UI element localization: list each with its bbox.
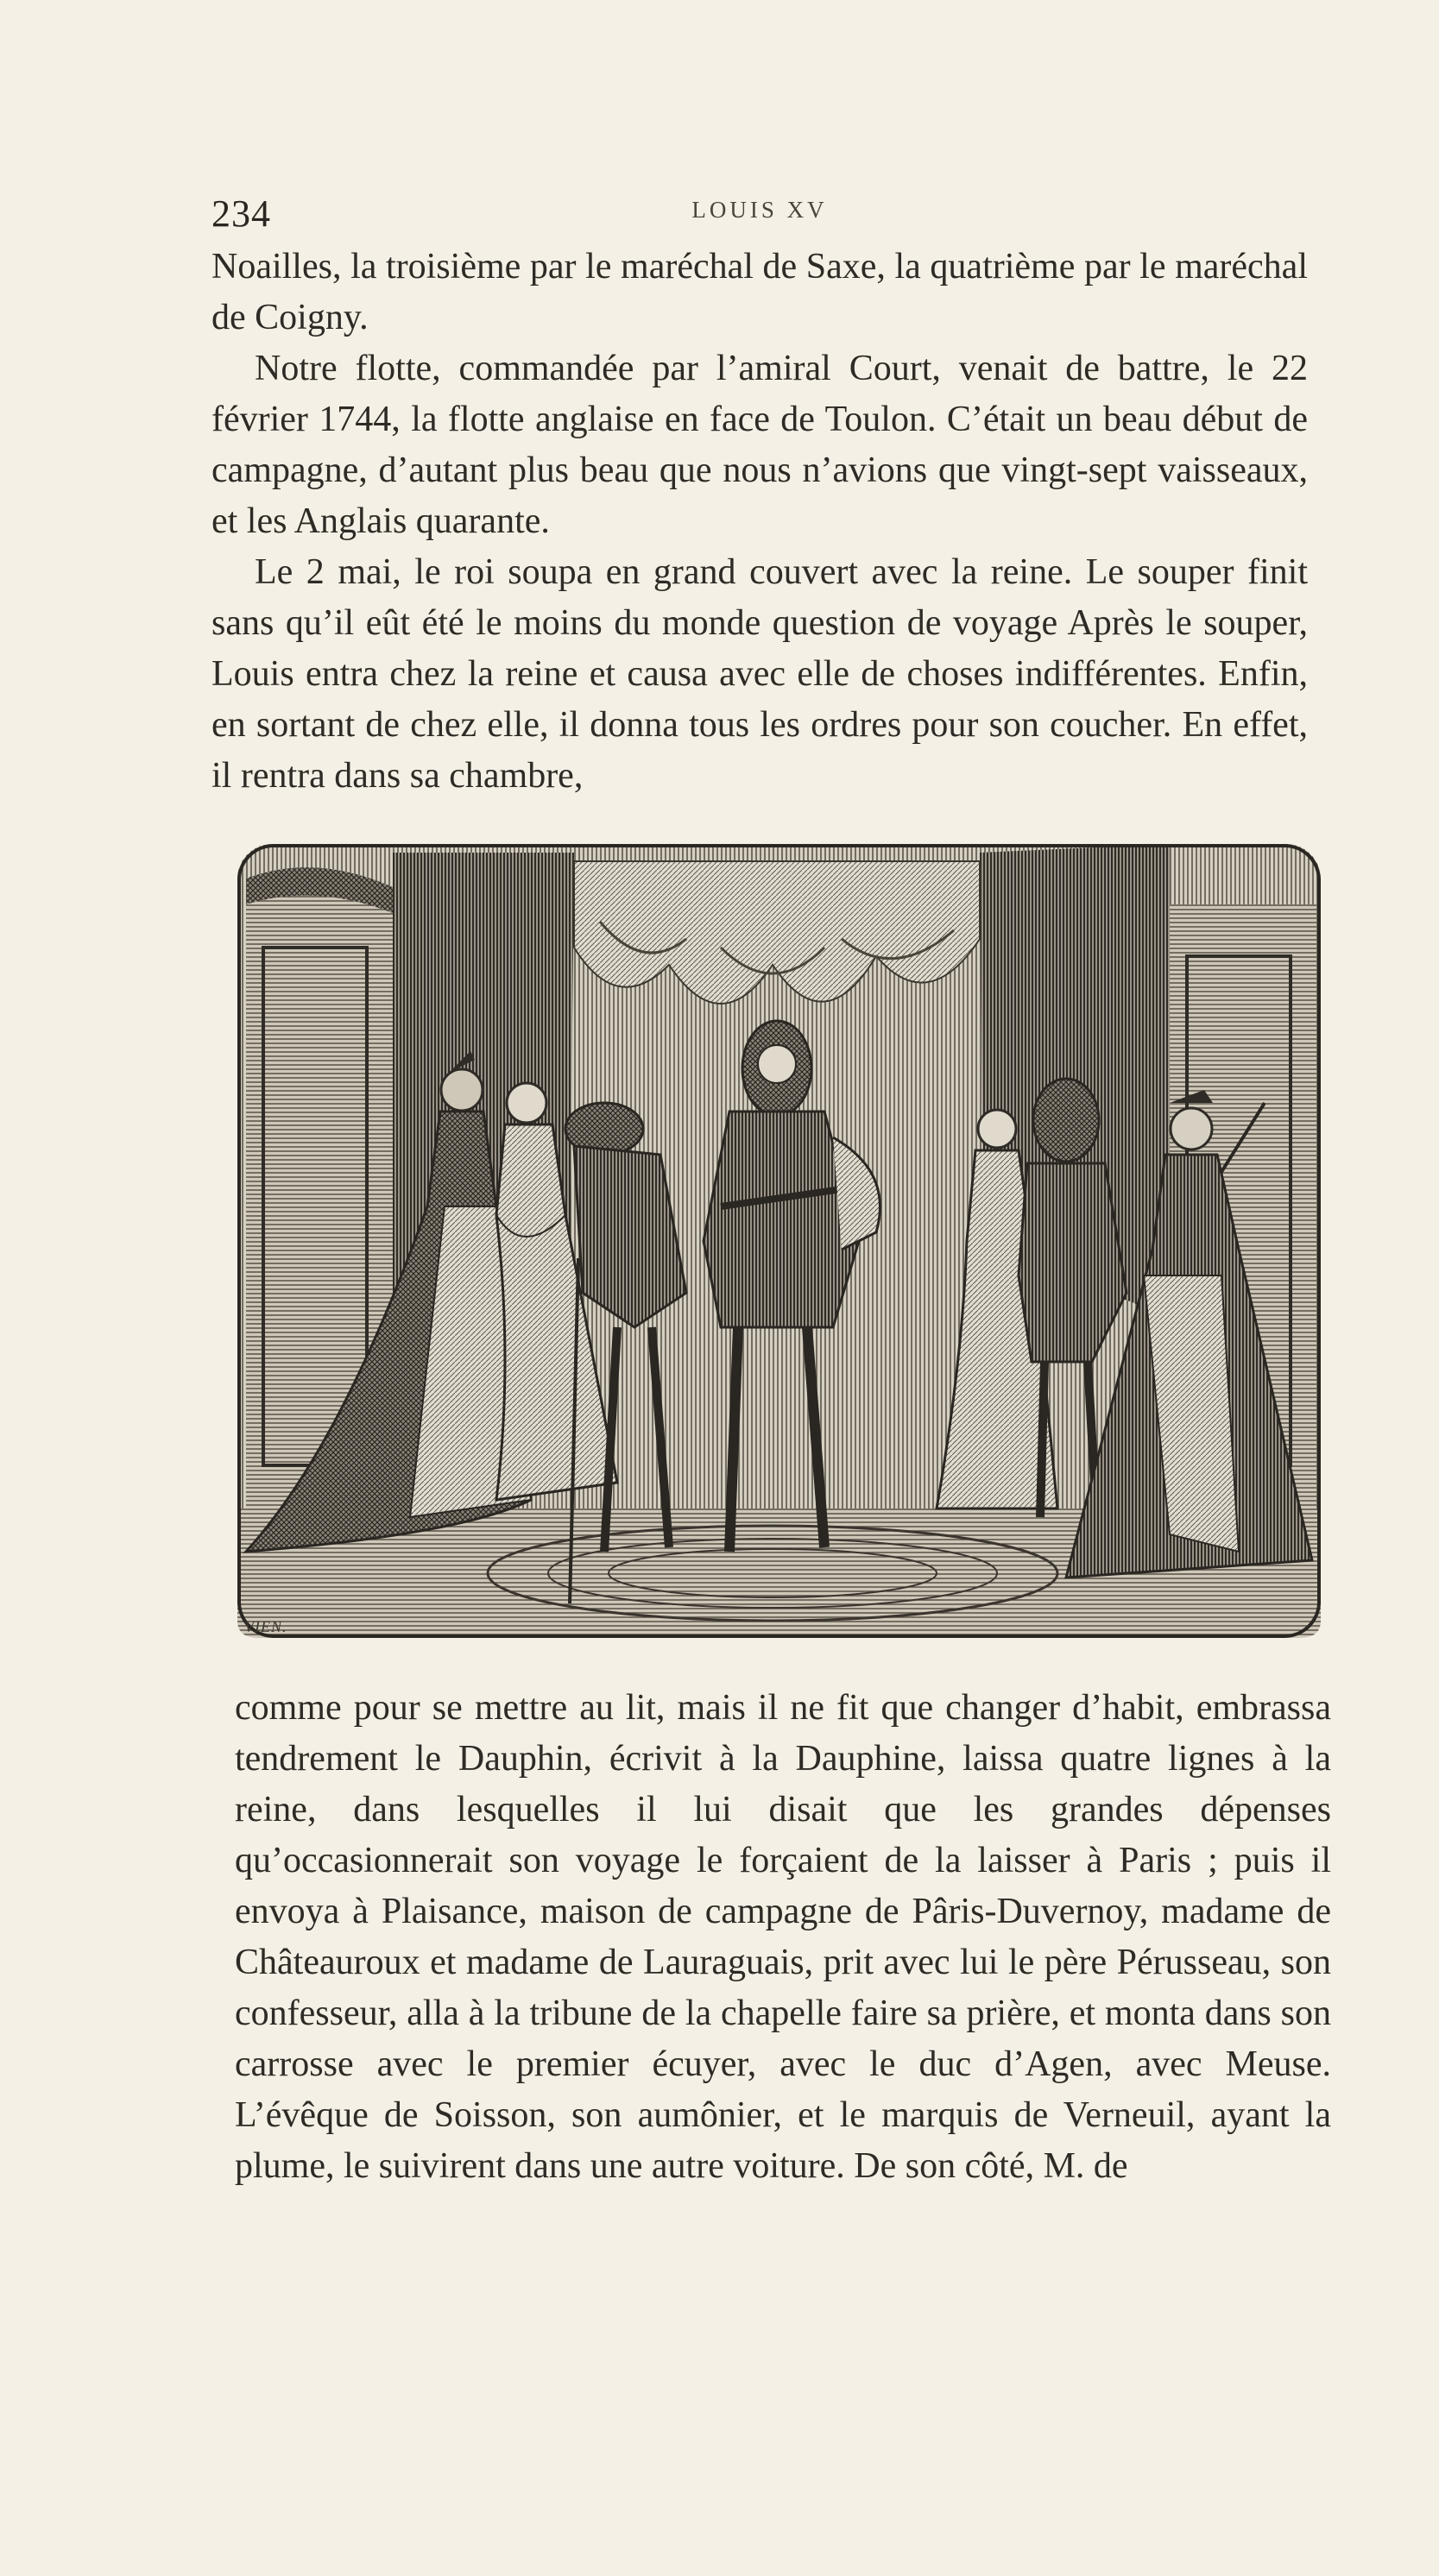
body-text-top <box>211 242 1308 802</box>
engraver-signature: VIEN. <box>244 1618 287 1635</box>
engraving-illustration <box>237 844 1321 1638</box>
paragraph: Noailles, la troisième par le maréchal de Saxe, la quatrième par le maréchal de Coigny. <box>211 247 1308 337</box>
engraving-scene <box>237 844 1321 1638</box>
page-number: 234 <box>211 192 271 235</box>
paragraph: Notre flotte, commandée par l’amiral Court, venait de battre, le 22 février 1744, la flotte anglaise en face de Toulon. C’était un beau début de campagne, d’autant plus beau que nous n’avions que vingt-sept vaisseaux, et les Anglais quarante. <box>211 349 1308 541</box>
body-text-bottom <box>235 1683 1331 2192</box>
paragraph: Le 2 mai, le roi soupa en grand couvert avec la reine. Le souper finit sans qu’il eût été le moins du monde question de voyage Après le souper, Louis entra chez la reine et causa avec elle de choses indifférentes. Enfin, en sortant de chez elle, il donna tous les ordres pour son coucher. En effet, il rentra dans sa chambre, <box>211 552 1308 796</box>
paragraph: comme pour se mettre au lit, mais il ne fit que changer d’habit, embrassa tendrement le Dauphin, écrivit à la Dauphine, laissa quatre lignes à la reine, dans lesquelles il lui disait que les grandes dépenses qu’occasionnerait son voyage le forçaient de la laisser à Paris ; puis il envoya à Plaisance, maison de campagne de Pâris-Duvernoy, madame de Châteauroux et madame de Lauraguais, prit avec lui le père Pérusseau, son confesseur, alla à la tribune de la chapelle faire sa prière, et monta dans son carrosse avec le premier écuyer, avec le duc d’Agen, avec Meuse. L’évêque de Soisson, son aumônier, et le marquis de Verneuil, ayant la plume, le suivirent dans une autre voiture. De son côté, M. de <box>235 1688 1331 2186</box>
running-title: LOUIS XV <box>691 197 828 223</box>
page-header <box>211 192 1308 235</box>
